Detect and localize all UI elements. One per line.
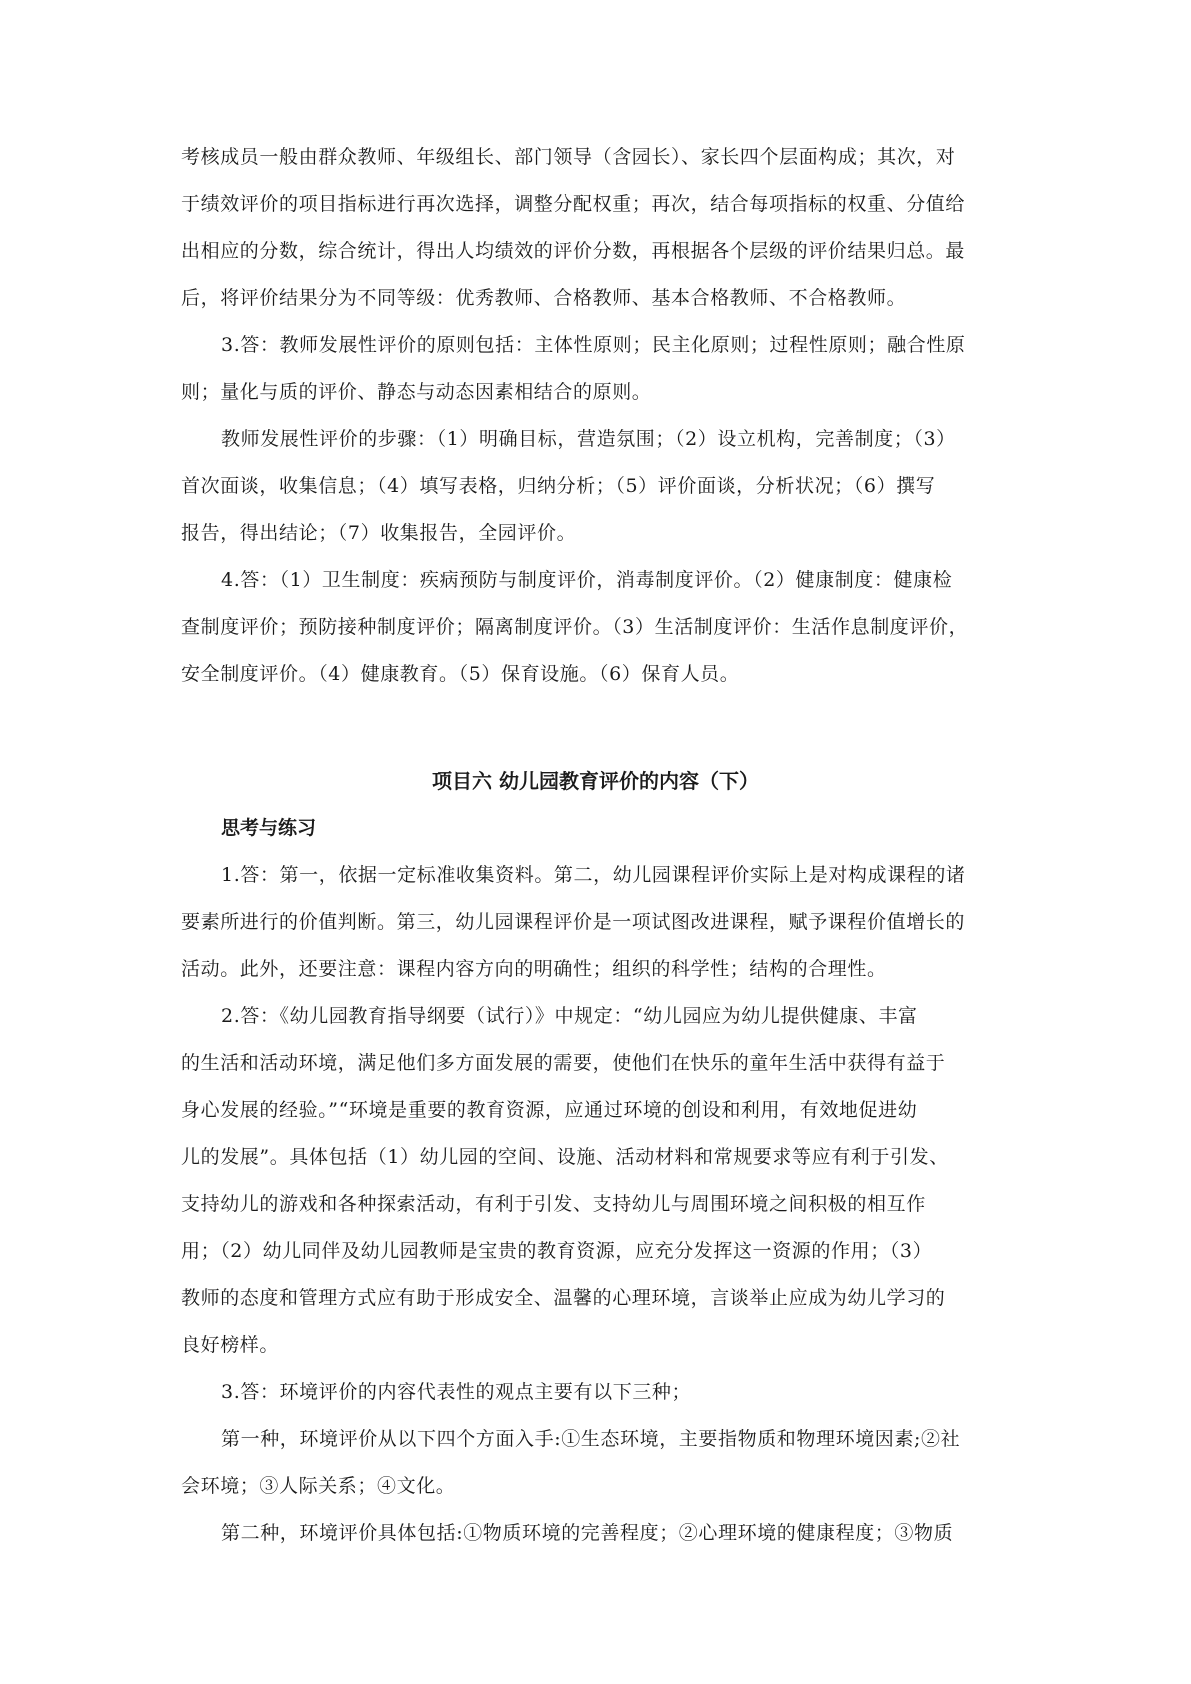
paragraph-line: 教师的态度和管理方式应有助于形成安全、温馨的心理环境，言谈举止应成为幼儿学习的 [181, 1287, 946, 1309]
paragraph-line: 查制度评价；预防接种制度评价；隔离制度评价。（3）生活制度评价：生活作息制度评价， [181, 616, 969, 638]
paragraph-line: 后，将评价结果分为不同等级：优秀教师、合格教师、基本合格教师、不合格教师。 [181, 287, 907, 309]
paragraph-line: 身心发展的经验。”“环境是重要的教育资源，应通过环境的创设和利用，有效地促进幼 [181, 1099, 918, 1121]
section-title: 项目六 幼儿园教育评价的内容（下） [432, 769, 759, 793]
subsection-title: 思考与练习 [221, 817, 317, 839]
paragraph-line: 会环境；③人际关系；④文化。 [181, 1475, 456, 1497]
paragraph-line: 教师发展性评价的步骤：（1）明确目标，营造氛围；（2）设立机构，完善制度；（3） [221, 428, 956, 450]
paragraph-line: 报告，得出结论；（7）收集报告，全园评价。 [181, 522, 577, 544]
paragraph-line: 的生活和活动环境，满足他们多方面发展的需要，使他们在快乐的童年生活中获得有益于 [181, 1052, 946, 1074]
paragraph-line: 要素所进行的价值判断。第三，幼儿园课程评价是一项试图改进课程，赋予课程价值增长的 [181, 911, 966, 933]
paragraph-line: 3.答：环境评价的内容代表性的观点主要有以下三种； [221, 1381, 692, 1403]
paragraph-line: 良好榜样。 [181, 1334, 280, 1356]
paragraph-line: 于绩效评价的项目指标进行再次选择，调整分配权重；再次，结合每项指标的权重、分值给 [181, 193, 966, 215]
paragraph-line: 1.答：第一，依据一定标准收集资料。第二，幼儿园课程评价实际上是对构成课程的诸 [221, 864, 966, 886]
paragraph-line: 2.答：《幼儿园教育指导纲要（试行）》中规定：“幼儿园应为幼儿提供健康、丰富 [221, 1005, 918, 1027]
paragraph-line: 首次面谈，收集信息；（4）填写表格，归纳分析；（5）评价面谈，分析状况；（6）撰写 [181, 475, 936, 497]
paragraph-line: 考核成员一般由群众教师、年级组长、部门领导（含园长）、家长四个层面构成；其次，对 [181, 146, 956, 168]
paragraph-line: 4.答：（1）卫生制度：疾病预防与制度评价，消毒制度评价。（2）健康制度：健康检 [221, 569, 953, 591]
paragraph-line: 儿的发展”。具体包括（1）幼儿园的空间、设施、活动材料和常规要求等应有利于引发、 [181, 1146, 949, 1168]
paragraph-line: 则；量化与质的评价、静态与动态因素相结合的原则。 [181, 381, 652, 403]
paragraph-line: 支持幼儿的游戏和各种探索活动，有利于引发、支持幼儿与周围环境之间积极的相互作 [181, 1193, 926, 1215]
paragraph-line: 用；（2）幼儿同伴及幼儿园教师是宝贵的教育资源，应充分发挥这一资源的作用；（3） [181, 1240, 933, 1262]
paragraph-line: 安全制度评价。（4）健康教育。（5）保育设施。（6）保育人员。 [181, 663, 740, 685]
paragraph-line: 活动。此外，还要注意：课程内容方向的明确性；组织的科学性；结构的合理性。 [181, 958, 887, 980]
paragraph-line: 第一种，环境评价从以下四个方面入手:①生态环境，主要指物质和物理环境因素;②社 [221, 1428, 961, 1450]
paragraph-line: 出相应的分数，综合统计，得出人均绩效的评价分数，再根据各个层级的评价结果归总。最 [181, 240, 966, 262]
paragraph-line: 3.答：教师发展性评价的原则包括：主体性原则；民主化原则；过程性原则；融合性原 [221, 334, 966, 356]
paragraph-line: 第二种，环境评价具体包括:①物质环境的完善程度；②心理环境的健康程度；③物质 [221, 1522, 954, 1544]
